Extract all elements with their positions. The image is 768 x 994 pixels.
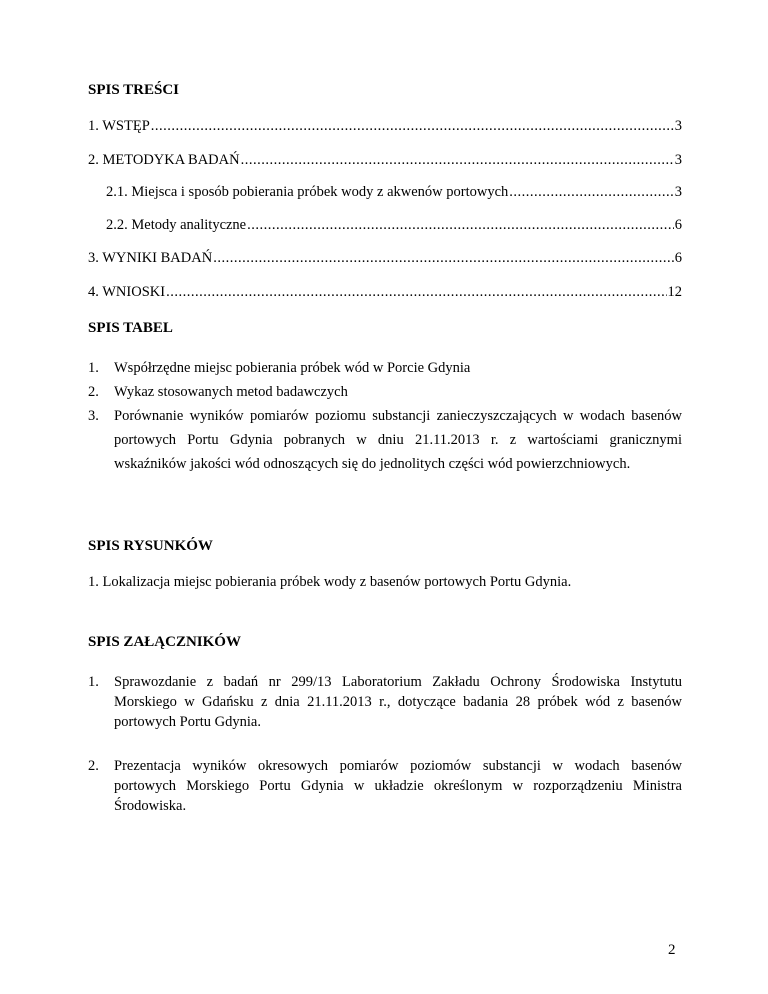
tables-heading: SPIS TABEL — [88, 320, 173, 336]
toc-leader-dots — [166, 284, 666, 301]
figures-heading: SPIS RYSUNKÓW — [88, 538, 213, 554]
list-item-number: 1. — [88, 674, 99, 690]
attachment-list-item — [88, 672, 682, 732]
toc-entry-label: 3. WYNIKI BADAŃ — [88, 250, 213, 266]
attachments-heading: SPIS ZAŁĄCZNIKÓW — [88, 634, 241, 650]
toc-entry[interactable] — [88, 118, 682, 135]
toc-leader-dots — [213, 250, 674, 267]
toc-subentry[interactable] — [106, 217, 682, 234]
list-item-text: Porównanie wyników pomiarów poziomu substancji zanieczyszczających w wodach basenów portowych Portu Gdynia pobranych w dniu 21.11.2013 r. z wartościami granicznymi wskaźników jakości wód odnoszących się do jednolitych części wód powierzchniowych. — [114, 408, 682, 472]
toc-leader-dots — [151, 118, 674, 135]
toc-subentry[interactable] — [106, 184, 682, 201]
figure-list-item: 1. Lokalizacja miejsc pobierania próbek wody z basenów portowych Portu Gdynia. — [88, 574, 572, 590]
toc-entry-page: 6 — [674, 250, 682, 266]
attachment-list-item — [88, 756, 682, 816]
toc-entry-page: 12 — [667, 284, 682, 300]
list-item-number: 1. — [88, 360, 99, 376]
toc-entry-label: 1. WSTĘP — [88, 118, 150, 134]
table-list-item — [88, 380, 682, 404]
list-item-number: 2. — [88, 758, 99, 774]
list-item-text: Współrzędne miejsc pobierania próbek wód w Porcie Gdynia — [114, 360, 471, 376]
toc-entry[interactable] — [88, 152, 682, 169]
table-list-item — [88, 356, 682, 380]
toc-entry-label: 2. METODYKA BADAŃ — [88, 152, 240, 168]
toc-leader-dots — [247, 217, 674, 234]
toc-entry[interactable] — [88, 284, 682, 301]
toc-entry-page: 3 — [674, 152, 682, 168]
toc-entry-page: 3 — [674, 118, 682, 134]
list-item-number: 2. — [88, 384, 99, 400]
toc-entry-page: 3 — [674, 184, 682, 200]
list-item-text: Sprawozdanie z badań nr 299/13 Laboratorium Zakładu Ochrony Środowiska Instytutu Morskiego w Gdańsku z dnia 21.11.2013 r., dotyczące badania 28 próbek wód z basenów portowych Portu Gdynia. — [114, 674, 682, 730]
table-list-item — [88, 404, 682, 476]
toc-entry-label: 2.1. Miejsca i sposób pobierania próbek wody z akwenów portowych — [106, 184, 509, 200]
toc-entry-page: 6 — [674, 217, 682, 233]
list-item-text: Wykaz stosowanych metod badawczych — [114, 384, 348, 400]
toc-leader-dots — [241, 152, 674, 169]
toc-entry-label: 4. WNIOSKI — [88, 284, 166, 300]
toc-leader-dots — [509, 184, 673, 201]
toc-entry[interactable] — [88, 250, 682, 267]
toc-heading: SPIS TREŚCI — [88, 82, 180, 98]
list-item-number: 3. — [88, 408, 99, 424]
page-number: 2 — [668, 942, 676, 958]
toc-entry-label: 2.2. Metody analityczne — [106, 217, 247, 233]
list-item-text: Prezentacja wyników okresowych pomiarów poziomów substancji w wodach basenów portowych Morskiego Portu Gdynia w układzie określonym w rozporządzeniu Ministra Środowiska. — [114, 758, 682, 814]
